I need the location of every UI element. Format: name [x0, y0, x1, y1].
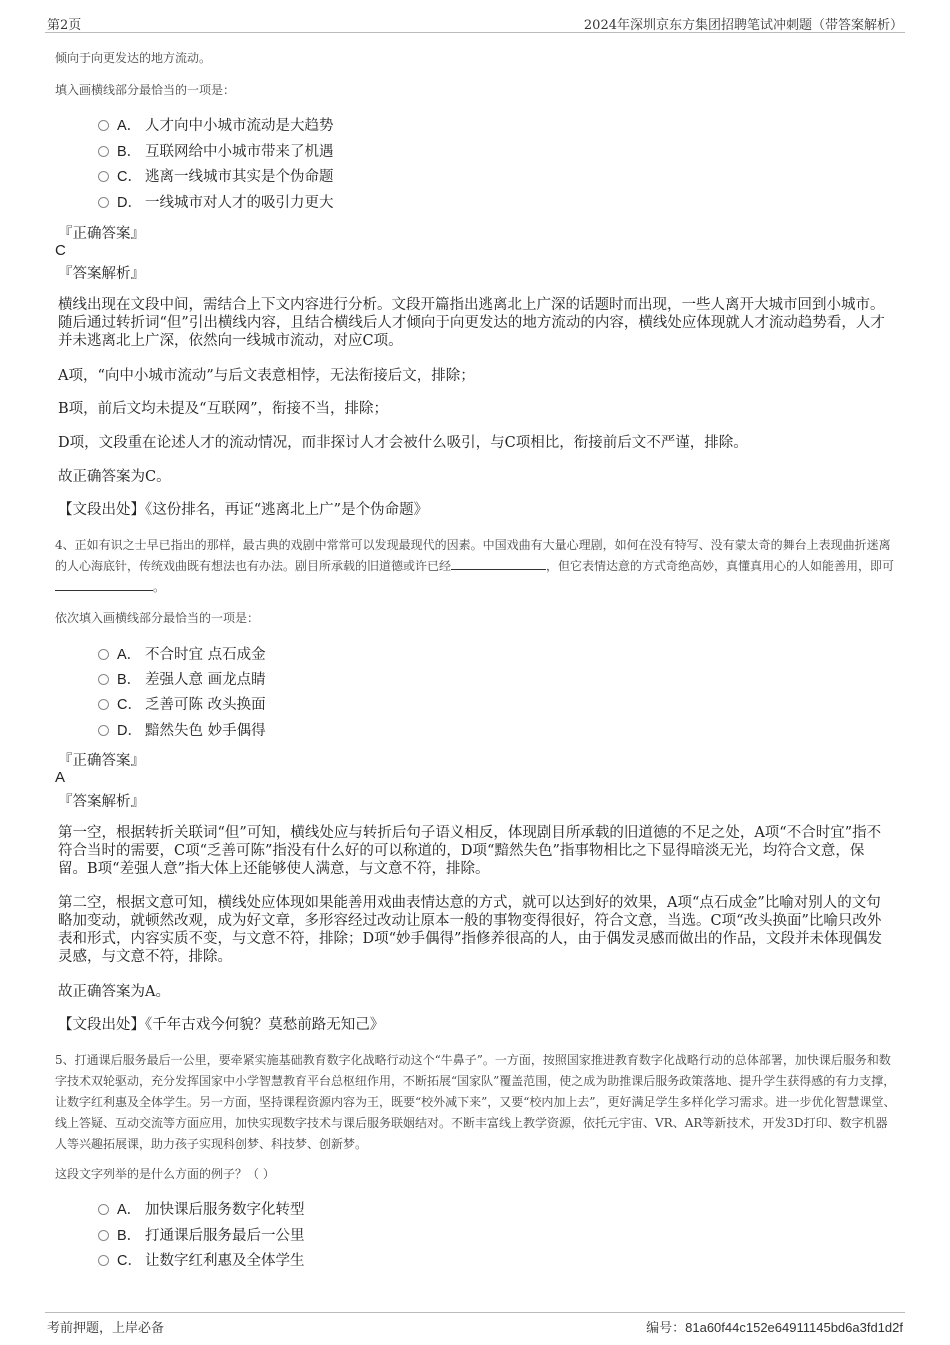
q3-analysis-label: 『答案解析』: [58, 266, 145, 282]
q4-analysis-p1: 第一空，根据转折关联词“但”可知，横线处应与转折后句子语义相反，体现剧目所承载的旧道德的不足之处，A项“不合时宜”指不符合当时的需要，C项“乏善可陈”指没有什么好的可以称道的，D项“黯然失色”指事物相比之下显得暗淡无光，均符合文意，保留。B项“差强人意”指大体上还能够使人满意，与文意不符，排除。: [58, 825, 882, 877]
q3-option-c[interactable]: C． 逃离一线城市其实是个伪命题: [98, 166, 334, 188]
radio-icon[interactable]: [98, 1255, 109, 1266]
q3-prompt: 填入画横线部分最恰当的一项是：: [55, 83, 236, 97]
q5-prompt: 这段文字列举的是什么方面的例子？（ ）: [55, 1167, 275, 1181]
radio-icon[interactable]: [98, 120, 109, 131]
q5-option-a[interactable]: A． 加快课后服务数字化转型: [98, 1199, 305, 1221]
radio-icon[interactable]: [98, 171, 109, 182]
q4-option-a[interactable]: A． 不合时宜 点石成金: [98, 644, 266, 666]
q4-analysis-label: 『答案解析』: [58, 794, 145, 810]
radio-icon[interactable]: [98, 674, 109, 685]
q4-analysis-p2: 第二空，根据文意可知，横线处应体现如果能善用戏曲表情达意的方式，就可以达到好的效果，A项“点石成金”比喻对别人的文句略加变动，就顿然改观，成为好文章，多形容经过改动让原本一般的事物变得很好，符合文意，当选。C项“改头换面”比喻只改外表和形式，内容实质不变，与文意不符，排除；D项“妙手偶得”指修养很高的人，由于偶发灵感而做出的作品，文段并未体现偶发灵感，与文意不符，排除。: [58, 895, 882, 965]
q3-answer-label: 『正确答案』: [58, 226, 145, 242]
q4-answer-label: 『正确答案』: [58, 753, 145, 769]
radio-icon[interactable]: [98, 1204, 109, 1215]
q4-blank-2[interactable]: [55, 578, 153, 591]
page-footer: [45, 1312, 905, 1338]
q3-stem-tail: 倾向于向更发达的地方流动。: [55, 51, 212, 65]
radio-icon[interactable]: [98, 699, 109, 710]
q4-option-c[interactable]: C． 乏善可陈 改头换面: [98, 694, 266, 716]
q3-answer: C: [55, 242, 66, 259]
q3-source: 【文段出处】《这份排名，再证“逃离北上广”是个伪命题》: [58, 502, 429, 518]
q4-prompt: 依次填入画横线部分最恰当的一项是：: [55, 611, 260, 625]
document-code: 编号：81a60f44c152e64911145bd6a3fd1d2f: [646, 1320, 903, 1335]
q4-option-d[interactable]: D． 黯然失色 妙手偶得: [98, 720, 266, 742]
radio-icon[interactable]: [98, 146, 109, 157]
q4-blank-1[interactable]: [451, 557, 546, 570]
radio-icon[interactable]: [98, 725, 109, 736]
q4-stem: 4、正如有识之士早已指出的那样，最古典的戏剧中常常可以发现最现代的因素。中国戏曲有大量心理剧，如何在没有特写、没有蒙太奇的舞台上表现曲折迷离的人心海底针，传统戏曲既有想法也有办法。剧目所承载的旧道德或许已经 ，但它表情达意的方式奇绝高妙，真懂真用心的人如能善用，即可。: [55, 538, 895, 594]
footer-slogan: 考前押题，上岸必备: [47, 1321, 165, 1336]
q3-option-d[interactable]: D． 一线城市对人才的吸引力更大: [98, 192, 334, 214]
q5-option-b[interactable]: B． 打通课后服务最后一公里: [98, 1225, 305, 1247]
q3-analysis-p5: 故正确答案为C。: [58, 469, 171, 485]
q3-analysis-p4: D项，文段重在论述人才的流动情况，而非探讨人才会被什么吸引，与C项相比，衔接前后文不严谨，排除。: [58, 435, 748, 451]
page-header: [45, 10, 905, 33]
radio-icon[interactable]: [98, 197, 109, 208]
q4-answer: A: [55, 769, 66, 786]
q4-analysis-p3: 故正确答案为A。: [58, 984, 170, 1000]
q5-stem: 5、打通课后服务最后一公里，要牵紧实施基础教育数字化战略行动这个“牛鼻子”。一方面，按照国家推进教育数字化战略行动的总体部署，加快课后服务和数字技术双轮驱动，充分发挥国家中小学智慧教育平台总枢纽作用，不断拓展“国家队”覆盖范围，使之成为助推课后服务政策落地、提升学生获得感的有力支撑，让数字红利惠及全体学生。另一方面，坚持课程资源内容为王，既要“校外减下来”，又要“校内加上去”，更好满足学生多样化学习需求。进一步优化智慧课堂、线上答疑、互动交流等方面应用，加快实现数字技术与课后服务联姻结对。不断丰富线上教学资源，依托元宇宙、VR、AR等新技术，开发3D打印、数字机器人等兴趣拓展课，助力孩子实现科创梦、科技梦、创新梦。: [55, 1053, 896, 1151]
q5-option-c[interactable]: C． 让数字红利惠及全体学生: [98, 1250, 305, 1272]
document-title: 2024年深圳京东方集团招聘笔试冲刺题（带答案解析）: [583, 18, 903, 33]
q3-analysis-p2: A项，“向中小城市流动”与后文表意相悖，无法衔接后文，排除；: [58, 368, 475, 384]
q3-option-b[interactable]: B． 互联网给中小城市带来了机遇: [98, 141, 334, 163]
q3-option-a[interactable]: A． 人才向中小城市流动是大趋势: [98, 115, 334, 137]
page-number: 第2页: [47, 18, 82, 33]
q4-option-b[interactable]: B． 差强人意 画龙点睛: [98, 669, 266, 691]
radio-icon[interactable]: [98, 1230, 109, 1241]
radio-icon[interactable]: [98, 649, 109, 660]
q3-analysis-p1: 横线出现在文段中间，需结合上下文内容进行分析。文段开篇指出逃离北上广深的话题时而出现，一些人离开大城市回到小城市。随后通过转折词“但”引出横线内容，且结合横线后人才倾向于向更发达的地方流动的内容，横线处应体现就人才流动趋势看，人才并未逃离北上广深，依然向一线城市流动，对应C项。: [58, 297, 885, 349]
q3-analysis-p3: B项，前后文均未提及“互联网”，衔接不当，排除；: [58, 401, 388, 417]
q4-source: 【文段出处】《千年古戏今何貌？莫愁前路无知己》: [58, 1017, 385, 1033]
